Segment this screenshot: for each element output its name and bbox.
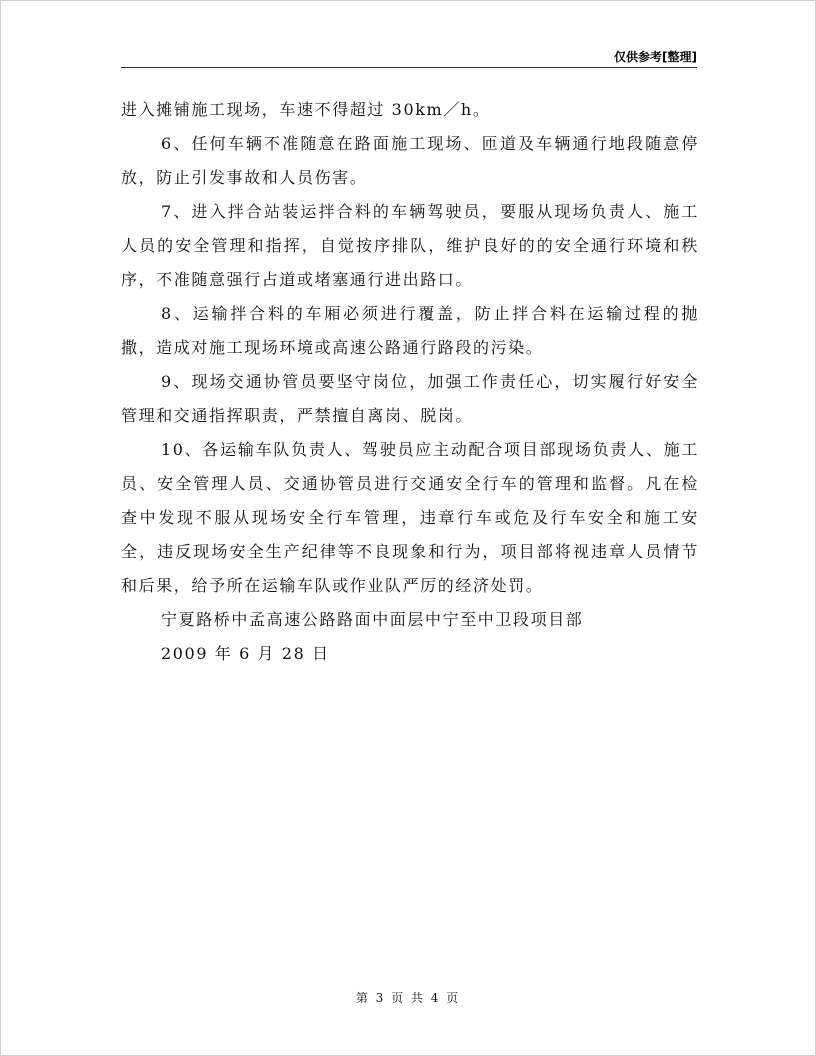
paragraph-item-10: 10、各运输车队负责人、驾驶员应主动配合项目部现场负责人、施工员、安全管理人员、交通协管员进行交通安全行车的管理和监督。凡在检查中发现不服从现场安全行车管理，违章行车或危及行车安全和施工安全，违反现场安全生产纪律等不良现象和行为，项目部将视违章人员情节和后果，给予所在运输车队或作业队严厉的经济处罚。 [121,440,699,595]
paragraph-item-6: 6、任何车辆不准随意在路面施工现场、匝道及车辆通行地段随意停放，防止引发事故和人员伤害。 [121,134,699,187]
paragraph-item-9: 9、现场交通协管员要坚守岗位，加强工作责任心，切实履行好安全管理和交通指挥职责，严禁擅自离岗、脱岗。 [121,372,699,425]
signature-organization: 宁夏路桥中孟高速公路路面中面层中宁至中卫段项目部 [161,610,584,629]
paragraph-item-7: 7、进入拌合站装运拌合料的车辆驾驶员，要服从现场负责人、施工人员的安全管理和指挥，自觉按序排队，维护良好的的安全通行环境和秩序，不准随意强行占道或堵塞通行进出路口。 [121,202,699,289]
page-footer: 第 3 页 共 4 页 [355,991,461,1005]
page-header [121,45,697,68]
paragraph-continuation: 进入摊铺施工现场，车速不得超过 30km／h。 [121,100,491,119]
document-body [121,93,699,671]
signature-date: 2009 年 6 月 28 日 [161,644,330,663]
paragraph-item-8: 8、运输拌合料的车厢必须进行覆盖，防止拌合料在运输过程的抛撒，造成对施工现场环境或高速公路通行路段的污染。 [121,304,699,357]
header-text: 仅供参考[整理] [614,50,697,64]
